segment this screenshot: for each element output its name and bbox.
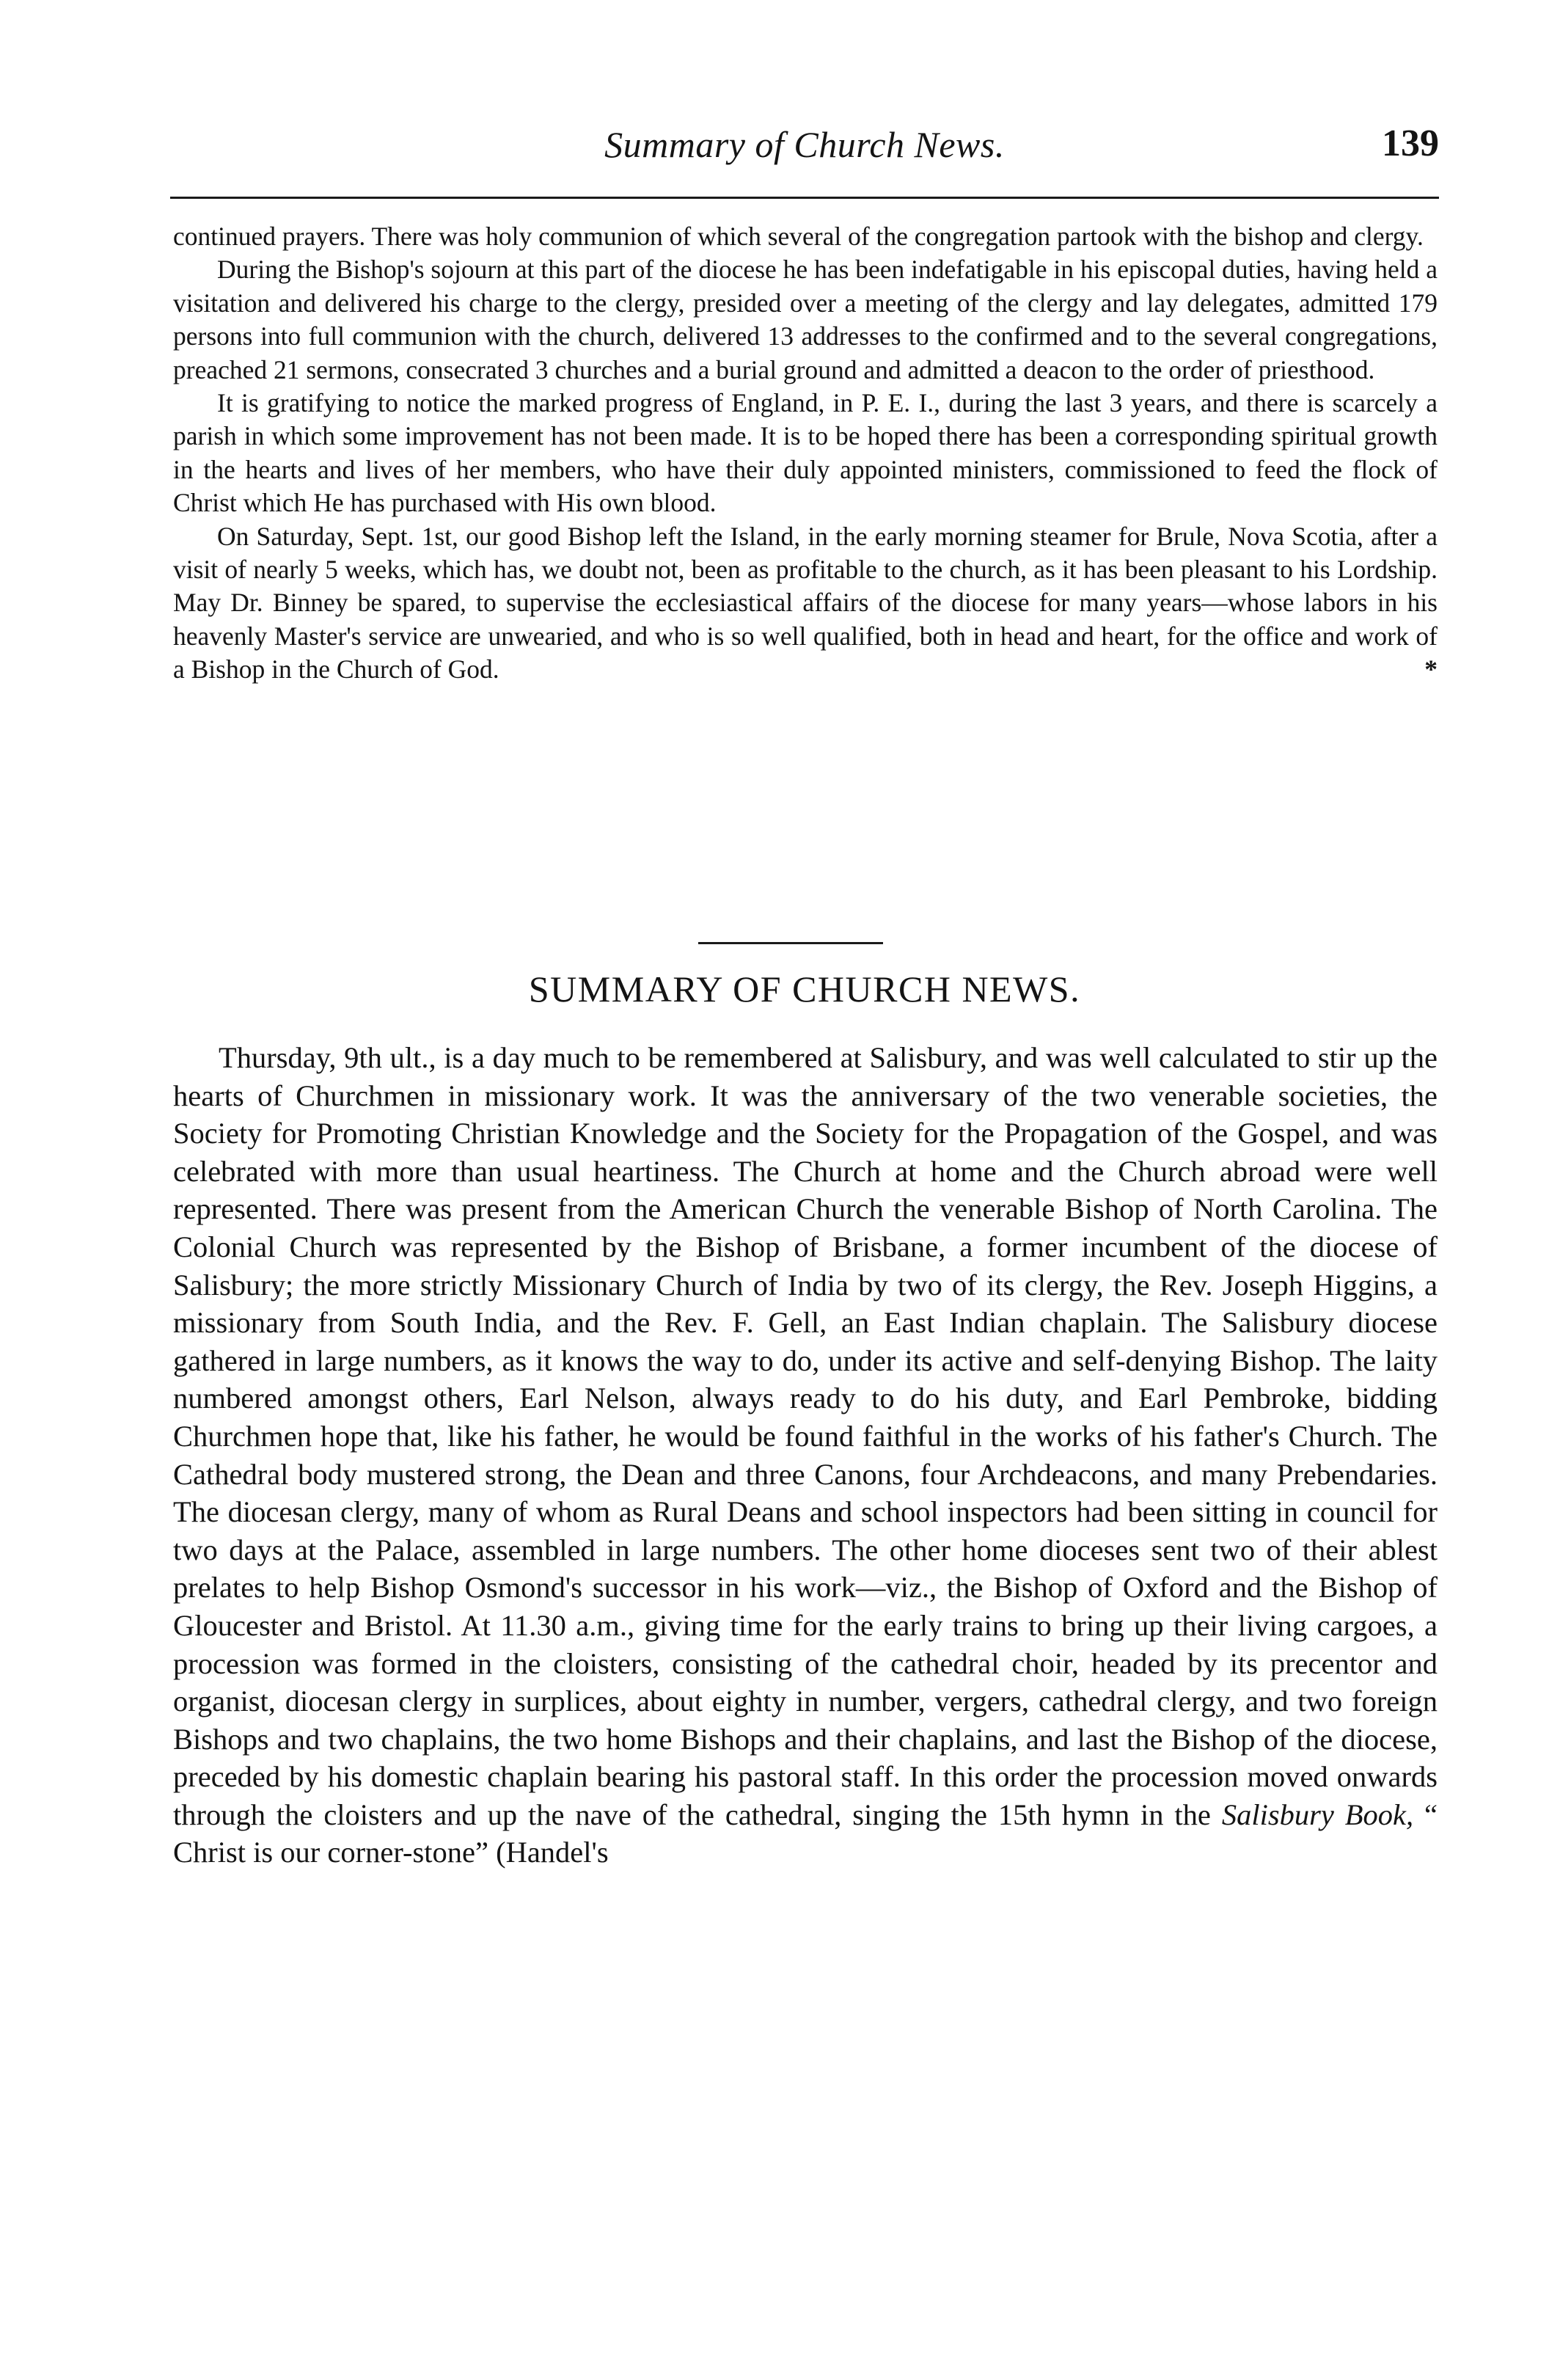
continuation-paragraph: During the Bishop's sojourn at this part of the diocese he has been indefatigable in his episcopal duties, having held a visitation and delivered his charge to the clergy, presided over a meeting of the clergy and lay delegates, admitted 179 persons into full communion with the church, delivered 13 addresses to the confirmed and to the several congregations, preached 21 sermons, consecrated 3 churches and a burial ground and admitted a deacon to the order of priesthood. bbox=[173, 255, 1438, 384]
continuation-paragraph: It is gratifying to notice the marked progress of England, in P. E. I., during the last 3 years, and there is scarcely a parish in which some improvement has not been made. It is to be hoped there has been a corresponding spiritual growth in the hearts and lives of her members, who have their duly appointed ministers, commissioned to feed the flock of Christ which He has purchased with His own blood. bbox=[173, 388, 1438, 518]
book-title: Salisbury Book, bbox=[1221, 1797, 1414, 1831]
section-heading: SUMMARY OF CHURCH NEWS. bbox=[528, 968, 1081, 1010]
running-title: Summary of Church News. bbox=[604, 124, 1005, 165]
page-number: 139 bbox=[1382, 123, 1439, 164]
continuation-paragraph: continued prayers. There was holy communion of which several of the congregation partook with the bishop and clergy. bbox=[173, 222, 1424, 251]
paragraph-text-tail: “ Christ is our corner-stone” (Handel's bbox=[173, 1797, 1438, 1869]
paragraph-text: Thursday, 9th ult., is a day much to be remembered at Salisbury, and was well calculated to stir up the hearts of Churchmen in missionary work. It was the anniversary of the two venerable societies, the Society for Promoting Christian Knowledge and the Society for the Propagation of the Gospel, and was celebrated with more than usual heartiness. The Church at home and the Church abroad were well represented. There was present from the American Church the venerable Bishop of North Carolina. The Colonial Church was represented by the Bishop of Brisbane, a former incumbent of the diocese of Salisbury; the more strictly Missionary Church of India by two of its clergy, the Rev. Joseph Higgins, a missionary from South India, and the Rev. F. Gell, an East Indian chaplain. The Salisbury diocese gathered in large numbers, as it knows the way to do, under its active and self-denying Bishop. The laity numbered amongst others, Earl Nelson, always ready to do his duty, and Earl Pembroke, bidding Churchmen hope that, like his father, he would be found faithful in the works of his father's Church. The Cathedral body mustered strong, the Dean and three Canons, four Archdeacons, and many Prebendaries. The diocesan clergy, many of whom as Rural Deans and school inspectors had been sitting in council for two days at the Palace, assembled in large numbers. The other home dioceses sent two of their ablest prelates to help Bishop Osmond's successor in his work—viz., the Bishop of Oxford and the Bishop of Gloucester and Bristol. At 11.30 a.m., giving time for the early trains to bring up their living cargoes, a procession was formed in the cloisters, consisting of the cathedral choir, headed by its precentor and organist, diocesan clergy in surplices, about eighty in number, vergers, cathedral clergy, and two foreign Bishops and two chaplains, the two home Bishops and their chaplains, and last the Bishop of the diocese, preceded by his domestic chaplain bearing his pastoral staff. In this order the procession moved onwards through the cloisters and up the nave of the cathedral, singing the 15th hymn in the bbox=[173, 1041, 1438, 1831]
article-paragraph bbox=[173, 1039, 1438, 1872]
section-divider bbox=[698, 942, 883, 944]
header-rule bbox=[170, 197, 1439, 199]
paragraph-text: On Saturday, Sept. 1st, our good Bishop left the Island, in the early morning steamer for Brule, Nova Scotia, after a visit of nearly 5 weeks, which has, we doubt not, been as profitable to the church, as it has been pleasant to his Lordship. May Dr. Binney be spared, to supervise the ecclesiastical affairs of the diocese for many years—whose labors in his heavenly Master's service are unwearied, and who is so well qualified, both in head and heart, for the office and work of a Bishop in the Church of God. bbox=[173, 521, 1438, 685]
end-mark: * bbox=[1424, 654, 1438, 685]
running-head bbox=[170, 117, 1439, 176]
continuation-paragraph bbox=[173, 520, 1438, 687]
news-article bbox=[173, 1039, 1438, 1872]
continuation-article bbox=[173, 220, 1438, 687]
